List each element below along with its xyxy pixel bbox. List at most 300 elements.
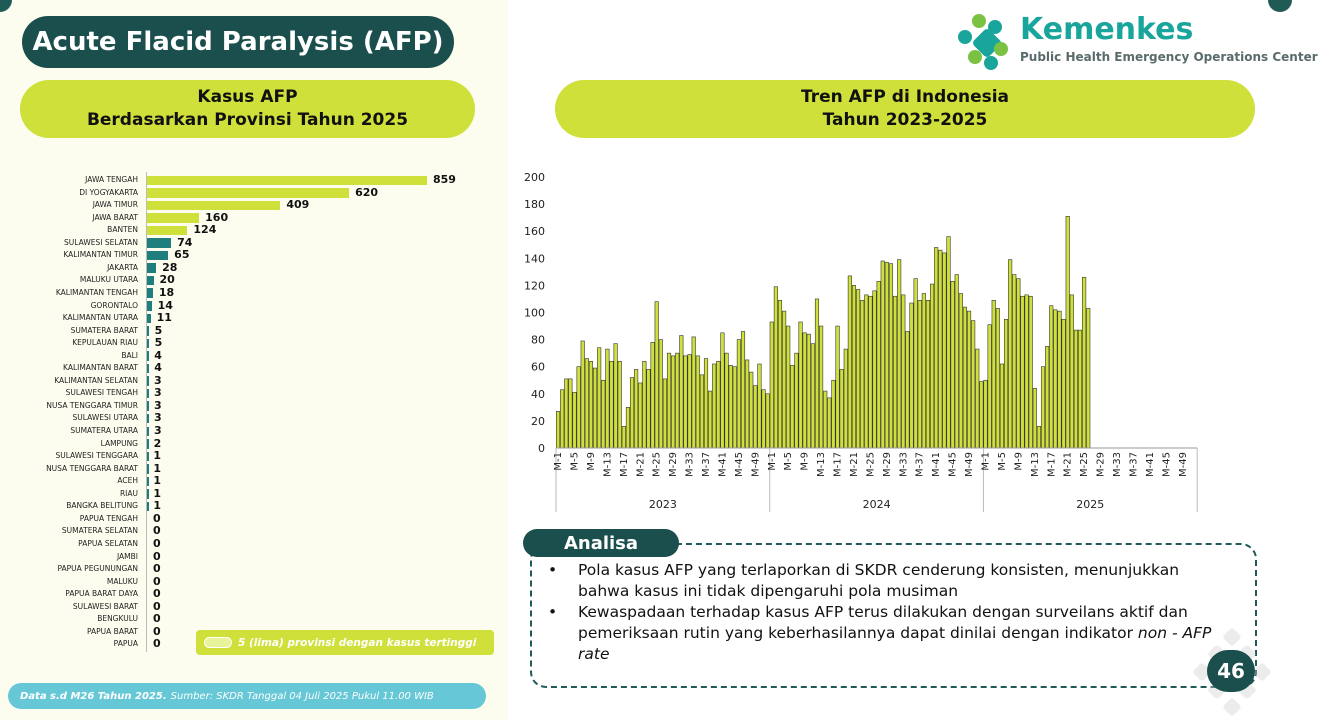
trend-bar <box>963 307 967 448</box>
week-tick-label: M-49 <box>1177 452 1189 477</box>
bar-row <box>20 174 490 187</box>
left-chart-title <box>20 80 475 138</box>
bar-value-label: 3 <box>153 424 162 437</box>
bar <box>147 188 349 198</box>
trend-bar <box>902 295 906 448</box>
bar-value-label: 1 <box>153 486 161 500</box>
bar-value-label: 4 <box>154 361 162 375</box>
bar-category-label: NUSA TENGGARA TIMUR <box>46 400 138 410</box>
bar <box>147 376 149 386</box>
week-tick-label: M-29 <box>881 452 893 477</box>
week-tick-label: M-45 <box>733 452 745 477</box>
bar-row <box>20 412 490 425</box>
right-chart-title-line2: Tahun 2023-2025 <box>822 110 988 130</box>
analysis-list <box>548 560 1228 665</box>
bar <box>147 314 151 324</box>
trend-bar <box>791 365 795 448</box>
week-tick-label: M-1 <box>766 452 778 471</box>
year-label: 2024 <box>862 498 891 511</box>
bar-value-label: 1 <box>153 449 161 463</box>
trend-bar <box>840 369 844 448</box>
bar-value-label: 5 <box>154 336 163 350</box>
trend-bar <box>799 322 803 448</box>
bar-row <box>20 551 490 564</box>
bar-category-label: LAMPUNG <box>100 438 138 448</box>
trend-bar <box>565 379 569 448</box>
trend-bar <box>610 361 614 448</box>
bar-category-label: SULAWESI UTARA <box>72 413 138 423</box>
bar <box>147 263 156 273</box>
trend-bar <box>622 426 626 448</box>
y-tick-label: 80 <box>531 333 545 347</box>
afp-trend-chart <box>510 162 1210 522</box>
bar-category-label: MALUKU UTARA <box>79 275 138 285</box>
trend-bar <box>581 341 585 448</box>
trend-bar <box>877 281 881 448</box>
bar-category-label: KEPULAUAN RIAU <box>72 338 138 348</box>
bar-category-label: MALUKU <box>106 576 138 586</box>
year-label: 2025 <box>1076 498 1105 511</box>
bar-category-label: PAPUA BARAT <box>86 626 138 636</box>
bar-value-label: 0 <box>153 587 161 601</box>
trend-bar <box>1025 295 1029 448</box>
trend-bar <box>1037 426 1041 448</box>
bar-category-label: JAWA TIMUR <box>92 200 138 210</box>
trend-bar <box>823 391 827 448</box>
trend-bar <box>762 390 766 448</box>
trend-bar <box>1000 364 1004 448</box>
trend-bar <box>1033 388 1037 448</box>
bar-row <box>20 500 490 513</box>
bar-row <box>20 375 490 388</box>
trend-bar <box>737 340 741 448</box>
trend-bar <box>819 326 823 448</box>
week-tick-label: M-1 <box>553 452 565 471</box>
trend-bar <box>569 379 573 448</box>
week-tick-label: M-33 <box>684 452 696 477</box>
trend-bar <box>996 308 1000 448</box>
bar-row <box>20 450 490 463</box>
trend-bar <box>860 300 864 448</box>
trend-bar <box>1070 295 1074 448</box>
bar-category-label: SULAWESI TENGGARA <box>55 451 138 461</box>
left-chart-title-line1: Kasus AFP <box>197 87 298 107</box>
trend-bar <box>893 296 897 448</box>
legend-swatch <box>204 637 232 648</box>
bar-row <box>20 538 490 551</box>
trend-bar <box>774 287 778 448</box>
bar-row <box>20 312 490 325</box>
week-tick-label: M-29 <box>668 452 680 477</box>
bar-category-label: SULAWESI BARAT <box>72 601 138 611</box>
bar-value-label: 0 <box>153 612 161 626</box>
bar-category-label: RIAU <box>119 488 138 498</box>
bar-value-label: 20 <box>159 273 175 287</box>
week-tick-label: M-5 <box>569 452 581 471</box>
bar-value-label: 859 <box>433 173 456 186</box>
trend-bar <box>1029 296 1033 448</box>
trend-bar <box>721 333 725 448</box>
trend-bar <box>712 364 716 448</box>
trend-bar <box>930 284 934 448</box>
bar-value-label: 409 <box>286 198 310 212</box>
trend-bar <box>770 322 774 448</box>
bar-row <box>20 274 490 287</box>
bar-value-label: 0 <box>153 524 161 538</box>
week-tick-label: M-25 <box>1079 452 1091 477</box>
bar <box>147 464 149 474</box>
trend-bar <box>684 356 688 448</box>
trend-bar <box>836 326 840 448</box>
trend-bar <box>634 369 638 448</box>
analysis-bullet-text: Kewaspadaan terhadap kasus AFP terus dilakukan dengan surveilans aktif dan pemeriksaan rutin yang keberhasilannya dapat dinilai dengan indikator <box>578 603 1188 642</box>
trend-bar <box>667 353 671 448</box>
week-tick-label: M-37 <box>1128 452 1140 477</box>
trend-bar <box>1041 367 1045 448</box>
bar-value-label: 620 <box>355 185 379 199</box>
bar-row <box>20 325 490 338</box>
bar <box>147 414 149 424</box>
trend-bar <box>647 369 651 448</box>
trend-bar <box>984 380 988 448</box>
trend-bar <box>659 340 663 448</box>
y-tick-label: 100 <box>524 306 545 320</box>
trend-bar <box>910 303 914 448</box>
bar-category-label: JAKARTA <box>107 262 138 272</box>
trend-bar <box>704 359 708 448</box>
y-tick-label: 180 <box>524 198 545 212</box>
page-number: 46 <box>1207 650 1255 692</box>
trend-bar <box>955 275 959 448</box>
trend-bar <box>885 262 889 448</box>
week-tick-label: M-1 <box>980 452 992 471</box>
week-tick-label: M-9 <box>1013 452 1025 471</box>
week-tick-label: M-41 <box>717 452 729 477</box>
week-tick-label: M-17 <box>1046 452 1058 477</box>
bar-category-label: SUMATERA BARAT <box>70 325 138 335</box>
trend-bar <box>897 260 901 448</box>
bar <box>147 226 187 236</box>
trend-bar <box>873 291 877 448</box>
bar-category-label: KALIMANTAN SELATAN <box>54 375 138 385</box>
bar-category-label: PAPUA <box>113 639 138 649</box>
bar-value-label: 1 <box>153 499 161 513</box>
week-tick-label: M-37 <box>701 452 713 477</box>
trend-bar <box>869 296 873 448</box>
trend-bar <box>943 253 947 448</box>
trend-bar <box>630 378 634 448</box>
bar-category-label: BANGKA BELITUNG <box>66 501 138 511</box>
bar-row <box>20 438 490 451</box>
bar-category-label: PAPUA SELATAN <box>78 538 138 548</box>
bar-category-label: ACEH <box>117 476 138 486</box>
trend-bar <box>651 342 655 448</box>
bar-row <box>20 262 490 275</box>
trend-bar <box>741 331 745 448</box>
bar-value-label: 3 <box>153 398 162 412</box>
bar-value-label: 5 <box>154 323 163 337</box>
bar-row <box>20 601 490 614</box>
trend-bar <box>1074 330 1078 448</box>
trend-bar <box>852 285 856 448</box>
trend-bar <box>889 264 893 448</box>
trend-bar <box>811 344 815 448</box>
week-tick-label: M-13 <box>1029 452 1041 477</box>
trend-bar <box>971 321 975 448</box>
week-tick-label: M-5 <box>996 452 1008 471</box>
bar <box>147 389 149 399</box>
bar-row <box>20 224 490 237</box>
week-tick-label: M-29 <box>1095 452 1107 477</box>
bar <box>147 238 171 248</box>
trend-bar <box>782 311 786 448</box>
bar <box>147 477 149 487</box>
bar-row <box>20 337 490 350</box>
trend-bar <box>606 349 610 448</box>
bar-value-label: 28 <box>162 260 178 274</box>
trend-bar <box>725 353 729 448</box>
bar-row <box>20 350 490 363</box>
page-title: Acute Flacid Paralysis (AFP) <box>22 16 454 68</box>
trend-bar <box>1082 277 1086 448</box>
bar-row <box>20 300 490 313</box>
bar-category-label: PAPUA BARAT DAYA <box>65 589 138 599</box>
province-bar-chart <box>20 170 490 655</box>
year-label: 2023 <box>648 498 677 511</box>
trend-bar <box>680 336 684 448</box>
trend-bar <box>766 394 770 448</box>
y-tick-label: 140 <box>524 252 545 266</box>
bar-value-label: 18 <box>158 285 175 299</box>
bar-value-label: 3 <box>153 386 162 400</box>
y-tick-label: 60 <box>531 360 545 374</box>
week-tick-label: M-21 <box>1062 452 1074 477</box>
bar <box>147 301 152 311</box>
trend-bar <box>749 372 753 448</box>
week-tick-label: M-33 <box>1112 452 1124 477</box>
trend-bar <box>1017 279 1021 448</box>
bar <box>147 439 149 449</box>
bar-category-label: JAWA TENGAH <box>85 175 138 184</box>
trend-bar <box>856 289 860 448</box>
bar-value-label: 0 <box>153 599 161 613</box>
bar <box>147 452 149 462</box>
y-tick-label: 160 <box>524 225 545 239</box>
bar-row <box>20 212 490 225</box>
trend-bar <box>1062 319 1066 448</box>
bar-value-label: 3 <box>153 411 162 425</box>
trend-bar <box>832 380 836 448</box>
trend-bar <box>815 299 819 448</box>
bar-value-label: 0 <box>153 562 161 576</box>
week-tick-label: M-17 <box>618 452 630 477</box>
bar-category-label: NUSA TENGGARA BARAT <box>46 463 138 473</box>
kemenkes-emblem-icon <box>954 10 1016 72</box>
trend-bar <box>865 295 869 448</box>
trend-bar <box>700 375 704 448</box>
trend-bar <box>1086 308 1090 448</box>
trend-bar <box>1066 216 1070 448</box>
trend-bar <box>639 383 643 448</box>
trend-bar <box>618 361 622 448</box>
bar-row <box>20 563 490 576</box>
kemenkes-logo <box>954 10 1318 74</box>
trend-bar <box>906 331 910 448</box>
bar <box>147 201 280 211</box>
trend-bar <box>918 300 922 448</box>
trend-bar <box>626 407 630 448</box>
trend-bar <box>745 360 749 448</box>
logo-name: Kemenkes <box>1020 12 1194 47</box>
analysis-bullet-emphasis: non - AFP rate <box>578 624 1212 663</box>
bar-value-label: 1 <box>153 461 161 475</box>
trend-bar <box>754 386 758 448</box>
y-tick-label: 0 <box>538 442 545 455</box>
bar-row <box>20 525 490 538</box>
analysis-bullet <box>548 602 1228 665</box>
bar-value-label: 1 <box>153 474 161 488</box>
bar <box>147 213 199 223</box>
bar <box>147 288 153 298</box>
bar-value-label: 0 <box>153 536 161 550</box>
trend-bar <box>589 361 593 448</box>
analysis-bullet-text: Pola kasus AFP yang terlaporkan di SKDR cenderung konsisten, menunjukkan bahwa kasus ini tidak dipengaruhi pola musiman <box>578 561 1180 600</box>
legend-text: 5 (lima) provinsi dengan kasus tertinggi <box>238 636 477 649</box>
bar-category-label: KALIMANTAN TIMUR <box>63 250 138 260</box>
bar-row <box>20 199 490 212</box>
week-tick-label: M-41 <box>1144 452 1156 477</box>
bar-category-label: SULAWESI SELATAN <box>64 237 138 247</box>
trend-bar <box>733 367 737 448</box>
trend-bar <box>602 380 606 448</box>
trend-bar <box>803 333 807 448</box>
y-tick-label: 120 <box>524 279 545 293</box>
trend-bar <box>926 300 930 448</box>
bar-value-label: 0 <box>153 637 161 651</box>
week-tick-label: M-33 <box>898 452 910 477</box>
trend-bar <box>1021 296 1025 448</box>
trend-bar <box>980 382 984 448</box>
bar-value-label: 3 <box>153 373 162 387</box>
trend-bar <box>597 348 601 448</box>
bar-value-label: 14 <box>157 298 173 312</box>
bar <box>147 251 168 261</box>
bar-value-label: 2 <box>153 436 162 450</box>
bar-category-label: KALIMANTAN UTARA <box>62 313 138 323</box>
week-tick-label: M-49 <box>750 452 762 477</box>
week-tick-label: M-25 <box>651 452 663 477</box>
bar-category-label: SUMATERA SELATAN <box>61 526 138 536</box>
bar-row <box>20 613 490 626</box>
trend-bar <box>614 344 618 448</box>
trend-bar <box>795 353 799 448</box>
trend-bar <box>1004 319 1008 448</box>
trend-bar <box>560 390 564 448</box>
trend-bar <box>663 379 667 448</box>
trend-bar <box>786 326 790 448</box>
bar <box>147 489 149 499</box>
trend-bar <box>692 337 696 448</box>
bar-value-label: 160 <box>205 210 229 224</box>
bar <box>147 326 149 336</box>
trend-bar <box>939 250 943 448</box>
bar-category-label: SUMATERA UTARA <box>70 426 138 435</box>
bar-row <box>20 425 490 438</box>
trend-bar <box>934 247 938 448</box>
trend-bar <box>708 391 712 448</box>
week-tick-label: M-9 <box>585 452 597 471</box>
y-tick-label: 200 <box>524 171 545 184</box>
bar-category-label: GORONTALO <box>90 300 138 310</box>
bar-value-label: 65 <box>174 248 190 262</box>
bar-row <box>20 187 490 200</box>
trend-bar <box>556 411 560 448</box>
trend-bar <box>671 356 675 448</box>
bar-category-label: KALIMANTAN BARAT <box>63 363 138 373</box>
footer-bold: Data s.d M26 Tahun 2025. <box>20 690 167 702</box>
bar-value-label: 0 <box>153 574 161 588</box>
trend-bar <box>717 361 721 448</box>
bar-value-label: 11 <box>156 311 172 325</box>
bar-row <box>20 576 490 589</box>
bar <box>147 427 149 437</box>
week-tick-label: M-5 <box>783 452 795 471</box>
trend-bar <box>914 279 918 448</box>
bar-row <box>20 488 490 501</box>
week-tick-label: M-13 <box>602 452 614 477</box>
bar-row <box>20 287 490 300</box>
trend-bar <box>844 349 848 448</box>
trend-bar <box>988 325 992 448</box>
trend-bar <box>593 368 597 448</box>
week-tick-label: M-21 <box>848 452 860 477</box>
trend-bar <box>848 276 852 448</box>
y-tick-label: 40 <box>531 387 545 401</box>
bar-value-label: 0 <box>153 511 161 525</box>
bar <box>147 351 149 361</box>
y-tick-label: 20 <box>531 414 545 428</box>
trend-bar <box>1008 260 1012 448</box>
trend-bar <box>992 300 996 448</box>
week-tick-label: M-25 <box>865 452 877 477</box>
trend-bar <box>1045 346 1049 448</box>
bar <box>147 502 149 512</box>
analysis-label: Analisa <box>523 529 679 557</box>
trend-bar <box>778 300 782 448</box>
bar-row <box>20 400 490 413</box>
bar-row <box>20 588 490 601</box>
left-chart-title-line2: Berdasarkan Provinsi Tahun 2025 <box>86 110 409 130</box>
bar-value-label: 0 <box>153 624 161 638</box>
footer-source: Sumber: SKDR Tanggal 04 Juli 2025 Pukul 11.00 WIB <box>170 690 434 702</box>
bar <box>147 364 149 374</box>
bar-category-label: BALI <box>121 350 138 360</box>
week-tick-label: M-45 <box>1161 452 1173 477</box>
trend-bar <box>976 349 980 448</box>
week-tick-label: M-17 <box>832 452 844 477</box>
trend-bar <box>675 353 679 448</box>
trend-bar <box>585 359 589 448</box>
trend-bar <box>959 294 963 448</box>
bar-row <box>20 463 490 476</box>
chart-legend <box>196 630 494 655</box>
trend-bar <box>1058 311 1062 448</box>
trend-bar <box>643 361 647 448</box>
bar-chart-axis <box>146 172 147 652</box>
bar-category-label: BANTEN <box>107 225 138 235</box>
bar-category-label: KALIMANTAN TENGAH <box>55 287 138 297</box>
bar-category-label: JAWA BARAT <box>92 212 138 222</box>
